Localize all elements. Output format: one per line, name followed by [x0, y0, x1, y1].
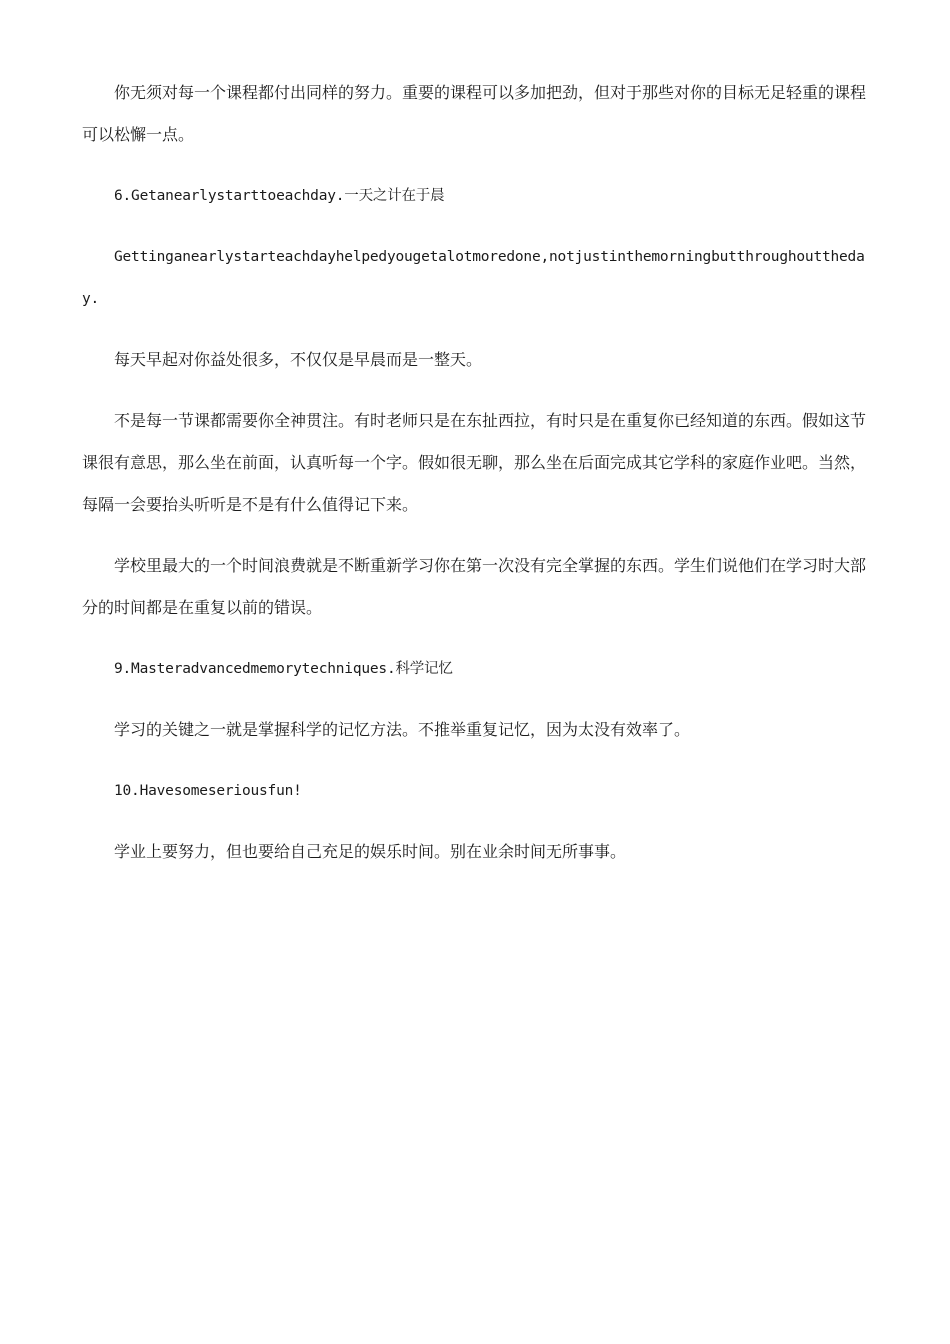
heading-fun: 10.Havesomeseriousfun!	[114, 783, 302, 799]
paragraph-memory: 学习的关键之一就是掌握科学的记忆方法。不推举重复记忆，因为太没有效率了。	[114, 720, 691, 739]
paragraph-early-start-en: Gettinganearlystarteachdayhelpedyougetalotmoredone,notjustinthemorningbutthroughouttheday.	[82, 249, 865, 307]
heading-early-start: 6.Getanearlystarttoeachday.一天之计在于晨	[114, 188, 445, 204]
paragraph-early-start-zh: 每天早起对你益处很多，不仅仅是早晨而是一整天。	[114, 350, 483, 369]
paragraph-fun: 学业上要努力，但也要给自己充足的娱乐时间。别在业余时间无所事事。	[114, 842, 627, 861]
heading-memory: 9.Masteradvancedmemorytechniques.科学记忆	[114, 661, 453, 677]
paragraph-effort: 你无须对每一个课程都付出同样的努力。重要的课程可以多加把劲，但对于那些对你的目标无足轻重的课程可以松懈一点。	[82, 83, 867, 144]
document-page	[82, 72, 868, 892]
paragraph-relearning: 学校里最大的一个时间浪费就是不断重新学习你在第一次没有完全掌握的东西。学生们说他们在学习时大部分的时间都是在重复以前的错误。	[82, 556, 867, 617]
paragraph-attention: 不是每一节课都需要你全神贯注。有时老师只是在东扯西拉，有时只是在重复你已经知道的东西。假如这节课很有意思，那么坐在前面，认真听每一个字。假如很无聊，那么坐在后面完成其它学科的家庭作业吧。当然，每隔一会要抬头听听是不是有什么值得记下来。	[82, 411, 867, 514]
